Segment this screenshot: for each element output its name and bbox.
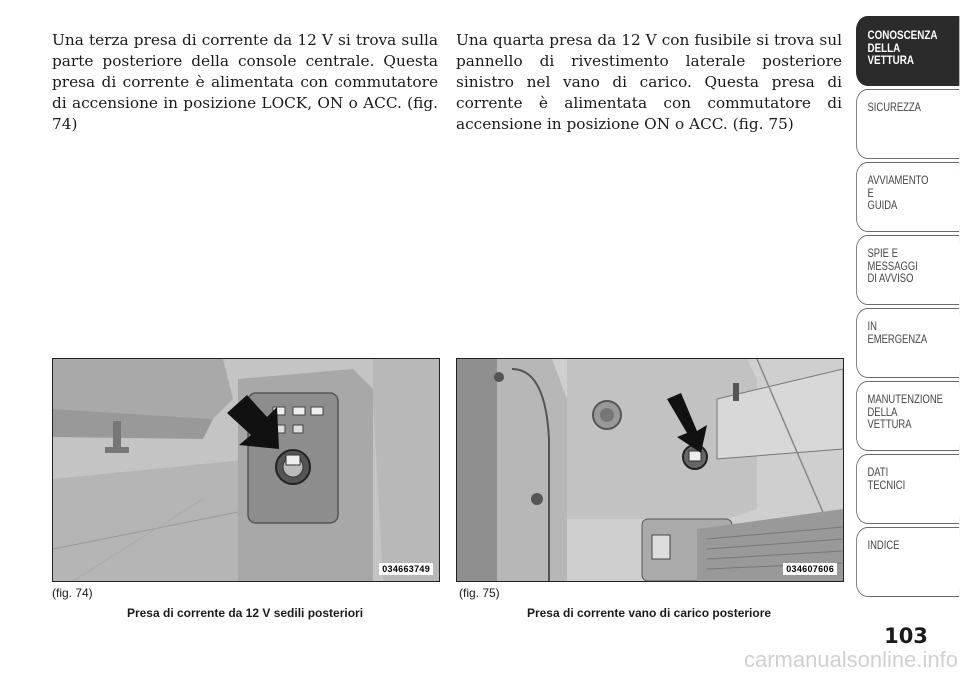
tab-dati-tecnici[interactable] bbox=[856, 454, 959, 524]
figure-number: (fig. 74) bbox=[52, 586, 93, 600]
tab-indice[interactable] bbox=[856, 527, 959, 597]
cargo-outlet-illustration bbox=[457, 359, 843, 581]
figure-code: 034663749 bbox=[379, 563, 433, 575]
body-text-left: Una terza presa di corrente da 12 V si trova sulla parte posteriore della console centrale. Questa presa di corrente è alimentata con commutatore di accensione in posizione LOCK, ON o ACC. (fig. 74) bbox=[52, 31, 438, 133]
tab-label: IN EMERGENZA bbox=[867, 321, 928, 346]
tab-label: DATI TECNICI bbox=[867, 467, 906, 492]
tab-label: CONOSCENZA DELLA VETTURA bbox=[867, 28, 938, 67]
figure-caption: Presa di corrente da 12 V sedili posteriori bbox=[126, 606, 364, 620]
figure-code: 034607606 bbox=[783, 563, 837, 575]
rear-console-outlet-illustration bbox=[53, 359, 439, 581]
chapter-sidebar bbox=[856, 16, 960, 600]
tab-label: AVVIAMENTO E GUIDA bbox=[867, 175, 929, 212]
figure-75-image bbox=[456, 358, 844, 582]
figure-number: (fig. 75) bbox=[459, 586, 500, 600]
tab-manutenzione[interactable] bbox=[856, 381, 959, 451]
tab-sicurezza[interactable] bbox=[856, 89, 959, 159]
page-number: 103 bbox=[884, 624, 928, 648]
tab-label: SPIE E MESSAGGI DI AVVISO bbox=[867, 248, 918, 285]
tab-in-emergenza[interactable] bbox=[856, 308, 959, 378]
figure-caption: Presa di corrente vano di carico posteriore bbox=[526, 606, 772, 620]
tab-avviamento-e-guida[interactable] bbox=[856, 162, 959, 232]
watermark: carmanualsonline.info bbox=[743, 647, 958, 672]
body-text-right: Una quarta presa da 12 V con fusibile si trova sul pannello di rivestimento laterale posteriore sinistro nel vano di carico. Questa presa di corrente è alimentata con commutatore di accensione in posizione ON o ACC. (fig. 75) bbox=[456, 31, 842, 133]
tab-conoscenza-della-vettura[interactable] bbox=[856, 16, 959, 86]
figure-74-image bbox=[52, 358, 440, 582]
tab-spie-e-messaggi[interactable] bbox=[856, 235, 959, 305]
tab-label: INDICE bbox=[867, 540, 900, 552]
tab-label: MANUTENZIONE DELLA VETTURA bbox=[867, 394, 943, 431]
tab-label: SICUREZZA bbox=[867, 102, 921, 114]
